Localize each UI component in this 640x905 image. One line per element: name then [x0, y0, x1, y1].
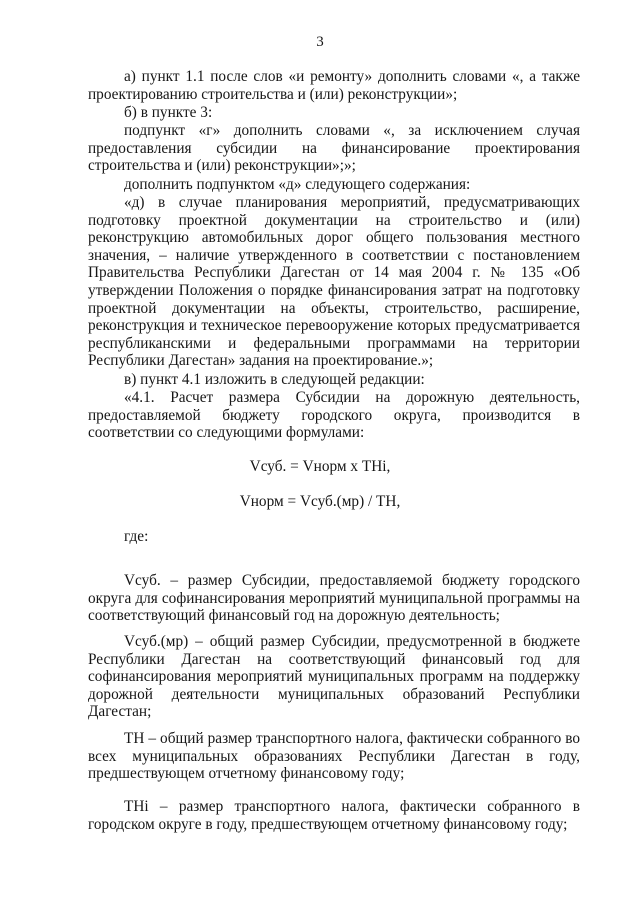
paragraph-b-subpoint-g: подпункт «г» дополнить словами «, за исключением случая предоставления субсидии на финансирование проектирования строительства и (или) реконструкции»;»; [88, 122, 580, 175]
where-label: где: [124, 528, 149, 545]
paragraph-b-add-subpoint: дополнить подпунктом «д» следующего содержания: [124, 176, 471, 193]
paragraph-b: б) в пункте 3: [124, 104, 213, 121]
page-number: 3 [316, 34, 324, 50]
paragraph-v: в) пункт 4.1 изложить в следующей редакции: [124, 371, 425, 388]
paragraph-b-subpoint-d: «д) в случае планирования мероприятий, предусматривающих подготовку проектной документации на строительство и (или) реконструкцию автомобильных дорог общего пользования местного значения, – наличие утвержденного в соответствии с постановлением Правительства Республики Дагестан от 14 мая 2004 г. № 135 «Об утверждении Положения о порядке финансирования затрат на подготовку проектной документации на объекты, строительство, расширение, реконструкция и техническое перевооружение которых предусматривается республиканскими и федеральными программами на территории Республики Дагестан» задания на проектирование.»; [88, 194, 580, 370]
formula-vsub: Vсуб. = Vнорм х THi, [249, 458, 391, 475]
paragraph-v-4-1: «4.1. Расчет размера Субсидии на дорожную деятельность, предоставляемой бюджету городского округа, производится в соответствии со следующими формулами: [88, 389, 580, 442]
formula-vnorm: Vнорм = Vсуб.(мр) / ТН, [239, 493, 401, 510]
definition-tn: ТН – общий размер транспортного налога, фактически собранного во всех муниципальных образованиях Республики Дагестан в году, предшествующем отчетному финансовому году; [88, 730, 580, 783]
definition-vsub: Vсуб. – размер Субсидии, предоставляемой бюджету городского округа для софинансирования мероприятий муниципальной программы на соответствующий финансовый год на дорожную деятельность; [88, 572, 580, 625]
definition-vsub-mr: Vсуб.(мр) – общий размер Субсидии, предусмотренной в бюджете Республики Дагестан на соответствующий финансовый год для софинансирования мероприятий муниципальных программ на поддержку дорожной деятельности муниципальных образований Республики Дагестан; [88, 633, 580, 721]
definition-tni: ТНi – размер транспортного налога, фактически собранного в городском округе в году, предшествующем отчетному финансовому году; [88, 798, 580, 833]
paragraph-a: а) пункт 1.1 после слов «и ремонту» дополнить словами «, а также проектированию строительства и (или) реконструкции»; [88, 68, 580, 103]
